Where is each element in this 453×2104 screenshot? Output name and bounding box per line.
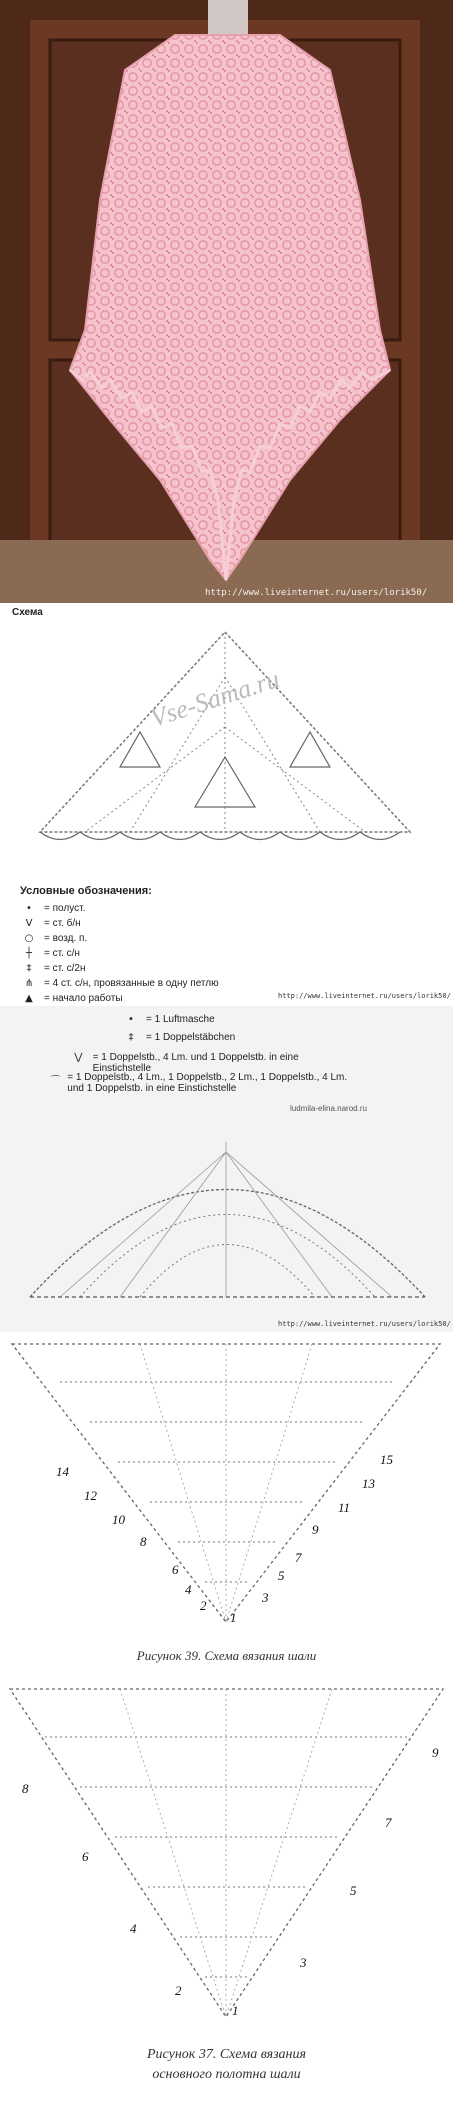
legend-symbol: ⌒ [50, 1076, 61, 1087]
legend-item: ⋁ = 1 Doppelstb., 4 Lm. und 1 Doppelstb. in eine Einstichstelle [70, 1052, 340, 1074]
scheme4-caption-line2: основного полотна шали [152, 2067, 301, 2082]
svg-text:13: 13 [362, 1476, 375, 1491]
scheme2-chart-panel [0, 1102, 453, 1332]
svg-text:15: 15 [380, 1452, 393, 1467]
svg-text:3: 3 [262, 1590, 269, 1605]
legend-symbol: • [26, 903, 32, 914]
scheme1-panel [0, 603, 453, 1006]
legend-item: ‡ = 1 Doppelstäbchen [122, 1032, 235, 1043]
svg-text:8: 8 [140, 1534, 147, 1549]
shawl-photo [0, 0, 453, 603]
scheme2-url: http://www.liveinternet.ru/users/lorik50/ [278, 1320, 451, 1328]
legend-item: ┼ = ст. с/н [20, 948, 80, 959]
svg-text:6: 6 [82, 1849, 89, 1864]
svg-text:4: 4 [185, 1582, 192, 1597]
svg-text:14: 14 [56, 1464, 69, 1479]
legend-item: • = 1 Luftmasche [122, 1014, 215, 1025]
svg-text:5: 5 [350, 1883, 357, 1898]
svg-text:3: 3 [300, 1955, 307, 1970]
scheme1-url: http://www.liveinternet.ru/users/lorik50/ [278, 992, 451, 1000]
legend-symbol: ▲ [25, 993, 33, 1004]
svg-text:7: 7 [385, 1815, 392, 1830]
svg-text:1: 1 [232, 2003, 239, 2018]
photo-watermark-url: http://www.liveinternet.ru/users/lorik50/ [205, 588, 428, 598]
scheme4-panel [0, 1677, 453, 2104]
scheme3-row-numbers [56, 1452, 394, 1625]
legend-symbol: ○ [24, 933, 34, 944]
scheme3-caption: Рисунок 39. Схема вязания шали [136, 1648, 317, 1663]
legend-item: V = ст. б/н [20, 918, 81, 929]
legend-symbol: ‡ [128, 1032, 134, 1043]
svg-text:11: 11 [338, 1500, 351, 1515]
scheme4-chart [0, 1677, 453, 2027]
svg-text:8: 8 [22, 1781, 29, 1796]
svg-text:1: 1 [230, 1610, 237, 1625]
legend-item: ‡ = ст. с/2н [20, 963, 86, 974]
svg-text:6: 6 [172, 1562, 179, 1577]
svg-text:10: 10 [112, 1512, 125, 1527]
scheme3-panel [0, 1332, 453, 1677]
svg-text:7: 7 [295, 1550, 302, 1565]
legend-item: ⌒ = 1 Doppelstb., 4 Lm., 1 Doppelstb., 2 Lm., 1 Doppelstb., 4 Lm. und 1 Doppelstb. in eine Einstichstelle [50, 1072, 348, 1094]
svg-text:12: 12 [84, 1488, 97, 1503]
scheme1-watermark: Vse-Sama.ru [146, 664, 283, 733]
legend-symbol: ⋁ [74, 1052, 83, 1063]
svg-text:9: 9 [432, 1745, 439, 1760]
svg-text:9: 9 [312, 1522, 319, 1537]
legend-item: • = полуст. [20, 903, 85, 914]
scheme3-chart [0, 1332, 453, 1632]
legend-symbol: ‡ [26, 963, 32, 974]
legend-item: ○ = возд. п. [20, 933, 87, 944]
legend-item: ▲ = начало работы [20, 993, 123, 1004]
scheme1-chart [0, 617, 453, 867]
scheme2-chart [0, 1112, 453, 1322]
scheme1-legend-title: Условные обозначения: [20, 885, 152, 897]
scheme2-site: ludmila-elina.narod.ru [290, 1104, 367, 1113]
legend-symbol: ⋔ [24, 978, 34, 989]
svg-text:5: 5 [278, 1568, 285, 1583]
legend-symbol: V [25, 918, 33, 929]
scheme2-panel [0, 1006, 453, 1102]
svg-text:2: 2 [200, 1598, 207, 1613]
shawl-photo-illustration [0, 0, 453, 603]
legend-symbol: ┼ [25, 948, 33, 959]
legend-symbol: • [128, 1014, 134, 1025]
scheme4-caption-line1: Рисунок 37. Схема вязания [146, 2047, 307, 2062]
svg-text:4: 4 [130, 1921, 137, 1936]
legend-item: ⋔ = 4 ст. с/н, провязанные в одну петлю [20, 978, 219, 989]
svg-text:2: 2 [175, 1983, 182, 1998]
scheme1-title: Схема [12, 607, 43, 618]
